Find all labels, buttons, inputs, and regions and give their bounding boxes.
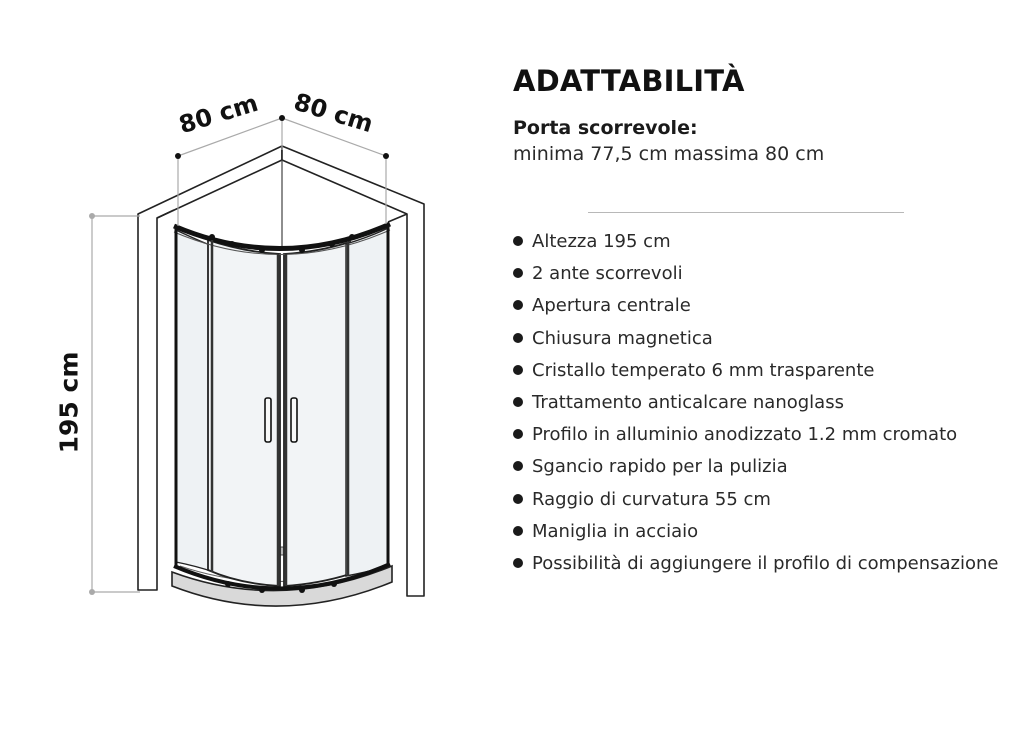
door-handles bbox=[265, 398, 297, 442]
page-title: ADATTABILITÀ bbox=[513, 64, 745, 98]
bullet-icon bbox=[513, 365, 523, 375]
info-panel bbox=[513, 64, 1013, 165]
list-item: Chiusura magnetica bbox=[512, 323, 1017, 355]
bullet-icon bbox=[513, 268, 523, 278]
width-left-label: 80 cm bbox=[175, 88, 262, 140]
bullet-icon bbox=[513, 397, 523, 407]
glass-panels bbox=[174, 224, 390, 589]
list-item: 2 ante scorrevoli bbox=[512, 258, 1017, 290]
list-item: Raggio di curvatura 55 cm bbox=[512, 484, 1017, 516]
width-right-label: 80 cm bbox=[290, 87, 377, 139]
bullet-icon bbox=[513, 333, 523, 343]
height-label: 195 cm bbox=[54, 351, 84, 454]
bullet-icon bbox=[513, 461, 523, 471]
door-range-text: minima 77,5 cm massima 80 cm bbox=[513, 143, 825, 165]
list-item: Profilo in alluminio anodizzato 1.2 mm cromato bbox=[512, 419, 1017, 451]
bullet-icon bbox=[513, 526, 523, 536]
bullet-icon bbox=[513, 558, 523, 568]
bullet-icon bbox=[513, 494, 523, 504]
list-item: Cristallo temperato 6 mm trasparente bbox=[512, 355, 1017, 387]
features-list bbox=[512, 226, 1017, 580]
bullet-icon bbox=[513, 300, 523, 310]
subtitle: Porta scorrevole: bbox=[513, 117, 698, 139]
list-item: Sgancio rapido per la pulizia bbox=[512, 451, 1017, 483]
bullet-icon bbox=[513, 236, 523, 246]
bullet-icon bbox=[513, 429, 523, 439]
list-item: Possibilità di aggiungere il profilo di compensazione bbox=[512, 548, 1017, 580]
list-item: Apertura centrale bbox=[512, 290, 1017, 322]
list-item: Maniglia in acciaio bbox=[512, 516, 1017, 548]
list-item: Altezza 195 cm bbox=[512, 226, 1017, 258]
divider bbox=[588, 212, 904, 213]
list-item: Trattamento anticalcare nanoglass bbox=[512, 387, 1017, 419]
shower-enclosure-diagram bbox=[0, 0, 480, 736]
